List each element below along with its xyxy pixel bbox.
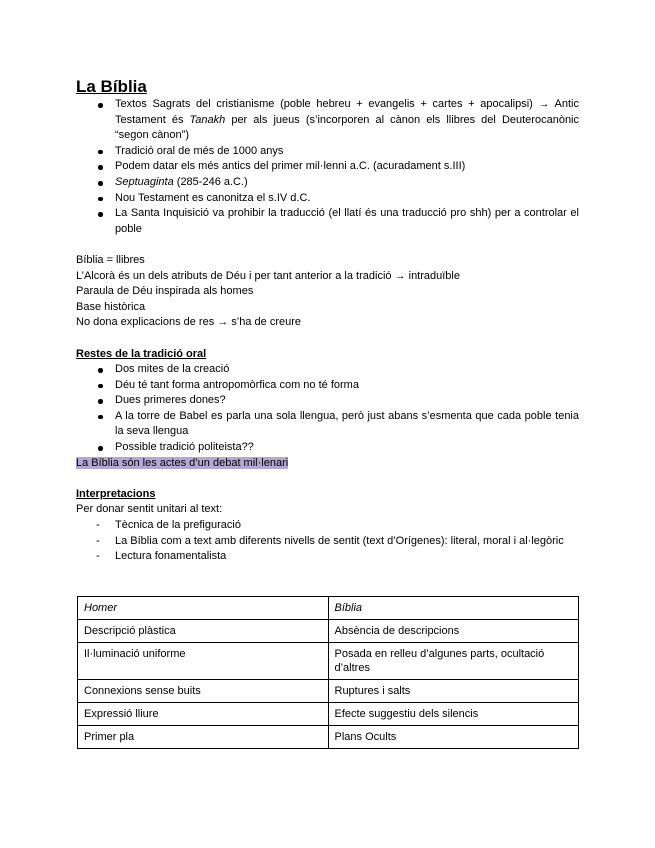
table-cell: Plans Ocults — [328, 726, 579, 749]
note-line: Bíblia = llibres — [76, 253, 145, 266]
section-heading-interpretacions: Interpretacions — [76, 487, 156, 500]
table-row — [78, 620, 579, 643]
table-row — [78, 680, 579, 703]
highlighted-text: La Bíblia són les actes d’un debat mil·lenari — [76, 456, 289, 469]
note-line: Base històrica — [76, 300, 146, 313]
table-header-cell: Bíblia — [328, 597, 579, 620]
bullet-item: Nou Testament es canonitza el s.IV d.C. — [76, 191, 579, 207]
table-cell: Expressió lliure — [78, 703, 329, 726]
dash-item: - La Bíblia com a text amb diferents nivells de sentit (text d’Orígenes): literal, moral i al·legòric — [76, 534, 579, 550]
bullet-item: Podem datar els més antics del primer mil·lenni a.C. (acuradament s.III) — [76, 159, 579, 175]
table-header-cell: Homer — [78, 597, 329, 620]
bullet-item: Déu té tant forma antropomòrfica com no té forma — [76, 378, 579, 394]
table-cell: Connexions sense buits — [78, 680, 329, 703]
bullet-item: La Santa Inquisició va prohibir la traducció (el llatí és una traducció pro shh) per a controlar el poble — [76, 206, 579, 237]
document-title: La Bíblia — [76, 77, 147, 96]
intro-bullet-list — [76, 97, 579, 237]
oral-bullet-list — [76, 362, 579, 456]
bullet-item: A la torre de Babel es parla una sola llengua, però just abans s’esmenta que cada poble tenia la seva llengua — [76, 409, 579, 440]
note-line: L’Alcorà és un dels atributs de Déu i per tant anterior a la tradició → intraduïble — [76, 269, 460, 282]
note-line: Paraula de Déu inspirada als homes — [76, 285, 254, 298]
table-header-row — [78, 597, 579, 620]
bullet-item: Septuaginta (285-246 a.C.) — [76, 175, 579, 191]
table-cell: Il·luminació uniforme — [78, 643, 329, 680]
bullet-item: Tradició oral de més de 1000 anys — [76, 144, 579, 160]
bullet-item: Dos mites de la creació — [76, 362, 579, 378]
interpretation-dash-list — [76, 518, 579, 565]
dash-item: - Lectura fonamentalista — [76, 549, 579, 565]
dash-item: - Tècnica de la prefiguració — [76, 518, 579, 534]
section-heading-oral: Restes de la tradició oral — [76, 347, 207, 360]
table-cell: Ruptures i salts — [328, 680, 579, 703]
bullet-item: Possible tradició politeista?? — [76, 440, 579, 456]
comparison-table — [77, 596, 579, 749]
table-row — [78, 703, 579, 726]
table-cell: Efecte suggestiu dels silencis — [328, 703, 579, 726]
table-cell: Descripció plàstica — [78, 620, 329, 643]
note-line: No dona explicacions de res → s’ha de creure — [76, 316, 302, 329]
table-row — [78, 726, 579, 749]
document-content — [76, 77, 579, 565]
table-cell: Primer pla — [78, 726, 329, 749]
table-row — [78, 643, 579, 680]
section-intro: Per donar sentit unitari al text: — [76, 503, 223, 516]
bullet-item: Dues primeres dones? — [76, 393, 579, 409]
table-cell: Posada en relleu d’algunes parts, ocultació d’altres — [328, 643, 579, 680]
table-cell: Absència de descripcions — [328, 620, 579, 643]
bullet-item: Textos Sagrats del cristianisme (poble hebreu + evangelis + cartes + apocalipsi) → Antic Testament és Tanakh per als jueus (s’incorporen al cànon els llibres del Deuterocanònic “segon cànon”) — [76, 97, 579, 144]
